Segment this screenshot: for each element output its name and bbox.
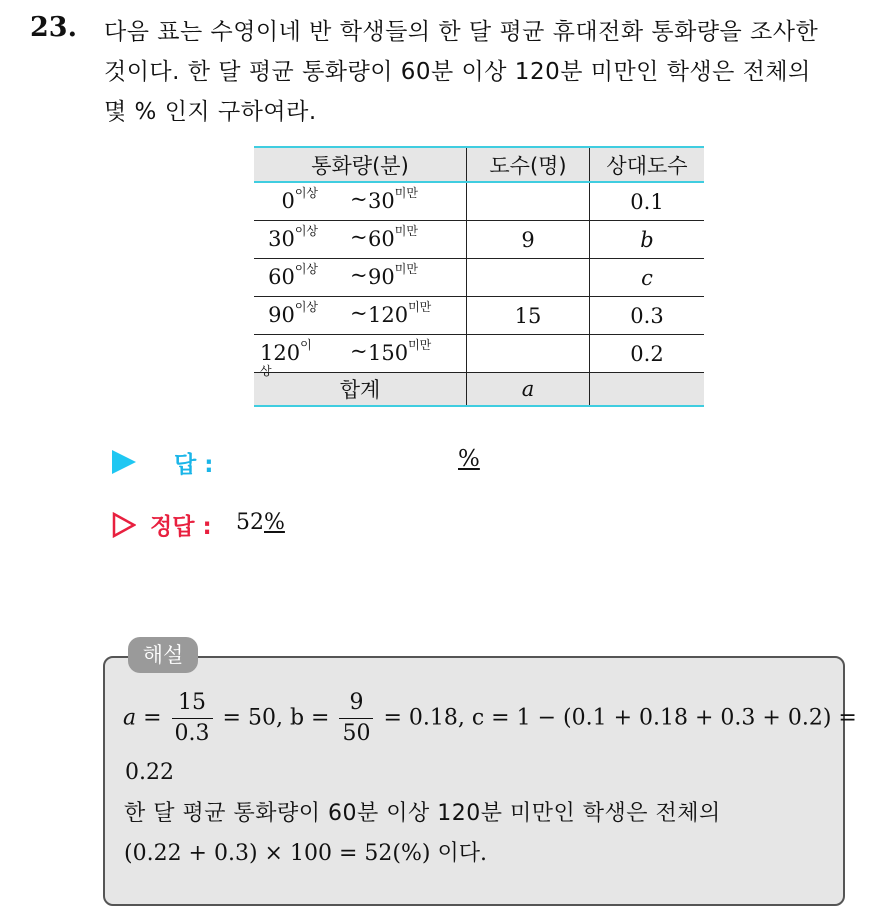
fraction-b-numerator: 9 xyxy=(339,688,373,719)
interval-high: $90^{미만}$ xyxy=(368,262,418,289)
fraction-b-denominator: 50 xyxy=(342,721,371,746)
class-interval xyxy=(254,259,467,297)
fraction-a-denominator: 0.3 xyxy=(174,721,210,746)
explanation-line-3: (0.22 + 0.3) × 100 = 52(%) 이다. xyxy=(124,841,487,866)
frequency-table xyxy=(254,146,704,407)
header-call-amount: 통화량(분) xyxy=(254,147,467,182)
eq-b-rhs: = 0.18, c = 1 − (0.1 + 0.18 + 0.3 + 0.2) = xyxy=(383,705,857,731)
table-row xyxy=(254,221,704,259)
explanation-line-2: 한 달 평균 통화량이 60분 이상 120분 미만인 학생은 전체의 xyxy=(124,801,721,826)
interval-tilde: ~ xyxy=(350,301,368,325)
interval-low: $0^{이상}$ xyxy=(281,186,318,213)
class-interval xyxy=(254,335,467,378)
class-interval xyxy=(254,182,467,221)
header-relative-frequency: 상대도수 xyxy=(590,147,705,182)
interval-low: $60^{이상}$ xyxy=(268,262,318,289)
frequency-cell: 9 xyxy=(467,221,590,259)
question-text xyxy=(104,12,874,132)
explanation-equation-line xyxy=(123,688,857,749)
eq-a-lhs: a = xyxy=(123,705,162,731)
total-label: 합계 xyxy=(254,373,467,407)
interval-tilde: ~ xyxy=(350,263,368,287)
interval-low: $90^{이상}$ xyxy=(268,300,318,327)
interval-high: $60^{미만}$ xyxy=(368,224,418,251)
header-frequency: 도수(명) xyxy=(467,147,590,182)
table-row xyxy=(254,182,704,221)
correct-value-unit: % xyxy=(264,510,285,535)
answer-label: 답 : xyxy=(174,452,214,478)
relative-frequency-cell: 0.2 xyxy=(590,335,705,373)
question-number: 23. xyxy=(30,12,77,43)
table-row xyxy=(254,259,704,297)
interval-high: $150^{미만}$ xyxy=(368,338,432,365)
filled-triangle-icon xyxy=(112,450,136,474)
question-line-1: 다음 표는 수영이네 반 학생들의 한 달 평균 휴대전화 통화량을 조사한 xyxy=(104,19,819,45)
table-row xyxy=(254,335,704,373)
question-line-3: 몇 % 인지 구하여라. xyxy=(104,99,317,125)
total-frequency: a xyxy=(467,373,590,407)
frequency-cell xyxy=(467,259,590,297)
total-relative-frequency xyxy=(590,373,705,407)
interval-high: $120^{미만}$ xyxy=(368,300,432,327)
interval-low: $30^{이상}$ xyxy=(268,224,318,251)
interval-low: $120^{이상}$ xyxy=(260,338,312,378)
eq-a-rhs: = 50, b = xyxy=(222,705,330,731)
answer-unit: % xyxy=(458,446,480,472)
fraction-a-numerator: 15 xyxy=(172,688,213,719)
interval-high: $30^{미만}$ xyxy=(368,186,418,213)
interval-tilde: ~ xyxy=(350,187,368,211)
relative-frequency-cell: b xyxy=(590,221,705,259)
frequency-cell: 15 xyxy=(467,297,590,335)
question-line-2: 것이다. 한 달 평균 통화량이 60분 이상 120분 미만인 학생은 전체의 xyxy=(104,59,811,85)
fraction-b xyxy=(339,688,373,749)
explanation-tab: 해설 xyxy=(128,637,198,673)
class-interval xyxy=(254,297,467,335)
correct-value-number: 52 xyxy=(236,510,264,535)
correct-answer-label: 정답 : xyxy=(150,514,212,540)
table-row xyxy=(254,297,704,335)
interval-tilde: ~ xyxy=(350,225,368,249)
class-interval xyxy=(254,221,467,259)
fraction-a xyxy=(172,688,213,749)
frequency-cell xyxy=(467,335,590,373)
total-row xyxy=(254,373,704,407)
relative-frequency-cell: c xyxy=(590,259,705,297)
correct-answer-value xyxy=(236,510,285,535)
relative-frequency-cell: 0.3 xyxy=(590,297,705,335)
frequency-cell xyxy=(467,182,590,221)
interval-tilde: ~ xyxy=(350,339,368,363)
explanation-c-value: 0.22 xyxy=(125,760,174,785)
outlined-triangle-icon xyxy=(112,512,136,538)
relative-frequency-cell: 0.1 xyxy=(590,182,705,221)
